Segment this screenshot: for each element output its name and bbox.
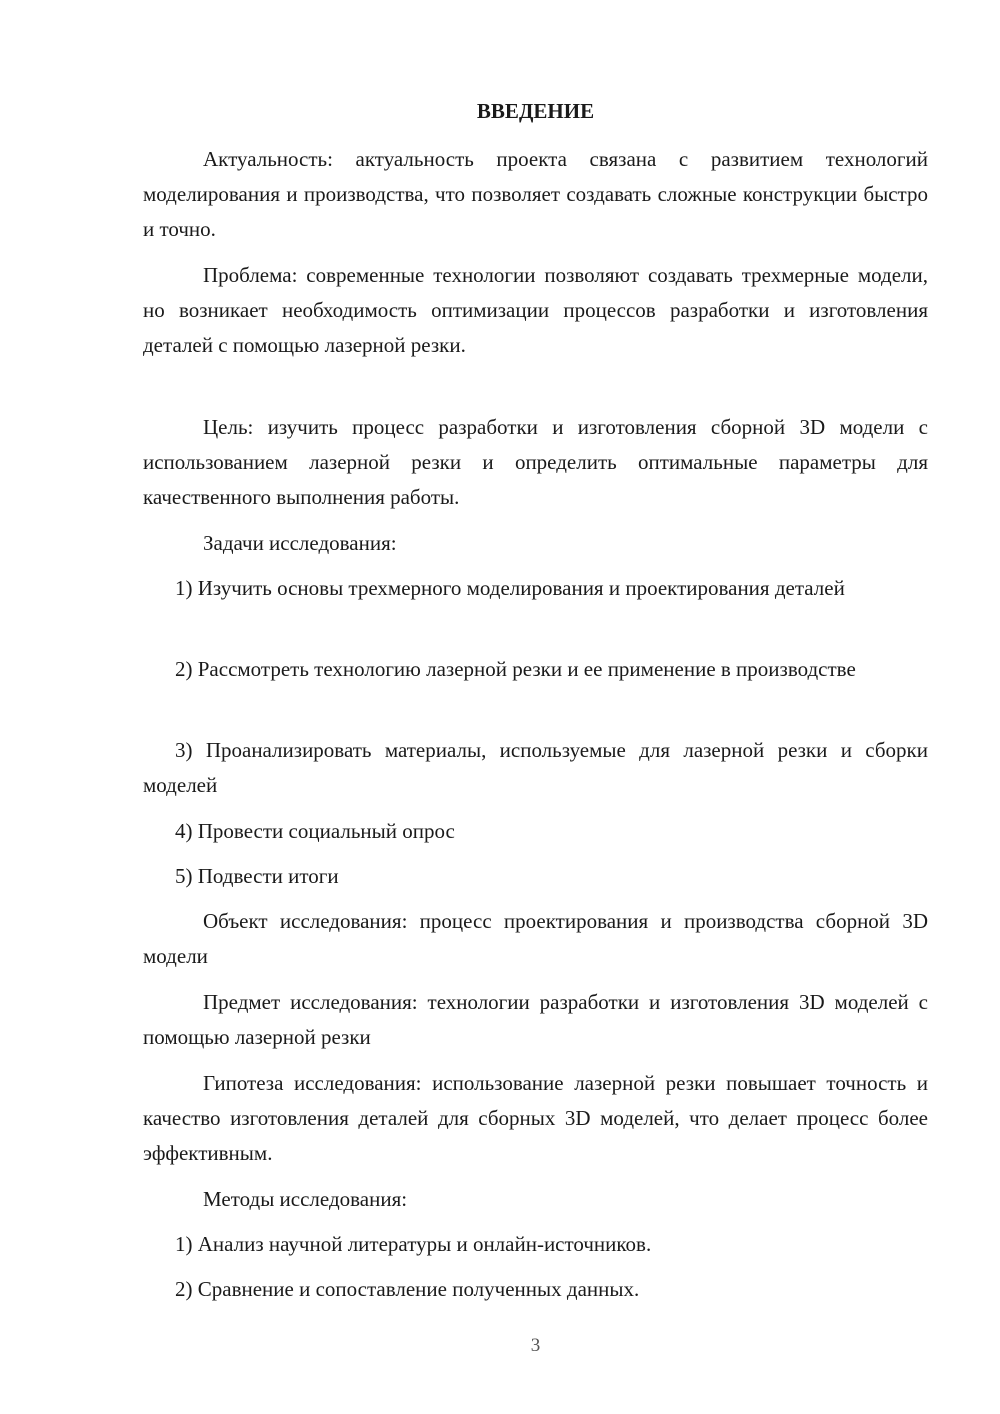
- page-number: 3: [530, 1335, 541, 1356]
- tasks-heading: Задачи исследования:: [203, 531, 397, 555]
- document-page: [143, 0, 928, 1414]
- task-item-2: 2) Рассмотреть технологию лазерной резки и ее применение в производстве: [175, 657, 856, 681]
- task-item-4: 4) Провести социальный опрос: [175, 819, 455, 843]
- method-item-1: 1) Анализ научной литературы и онлайн-источников.: [175, 1232, 652, 1256]
- task-item-5: 5) Подвести итоги: [175, 864, 339, 888]
- goal-paragraph: Цель: изучить процесс разработки и изготовления сборной 3D модели с использованием лазерной резки и определить оптимальные параметры для качественного выполнения работы.: [143, 415, 928, 509]
- task-item-1: 1) Изучить основы трехмерного моделирования и проектирования деталей: [175, 576, 845, 600]
- problem-paragraph: Проблема: современные технологии позволяют создавать трехмерные модели, но возникает необходимость оптимизации процессов разработки и изготовления деталей с помощью лазерной резки.: [143, 263, 928, 357]
- task-item-3: 3) Проанализировать материалы, используемые для лазерной резки и сборки моделей: [143, 738, 928, 797]
- object-paragraph: Объект исследования: процесс проектирования и производства сборной 3D модели: [143, 909, 928, 968]
- subject-paragraph: Предмет исследования: технологии разработки и изготовления 3D моделей с помощью лазерной резки: [143, 990, 928, 1049]
- methods-heading: Методы исследования:: [203, 1187, 408, 1211]
- method-item-2: 2) Сравнение и сопоставление полученных данных.: [175, 1277, 640, 1301]
- page-title: ВВЕДЕНИЕ: [476, 99, 595, 123]
- hypothesis-paragraph: Гипотеза исследования: использование лазерной резки повышает точность и качество изготовления деталей для сборных 3D моделей, что делает процесс более эффективным.: [143, 1071, 928, 1165]
- relevance-paragraph: Актуальность: актуальность проекта связана с развитием технологий моделирования и производства, что позволяет создавать сложные конструкции быстро и точно.: [143, 147, 928, 241]
